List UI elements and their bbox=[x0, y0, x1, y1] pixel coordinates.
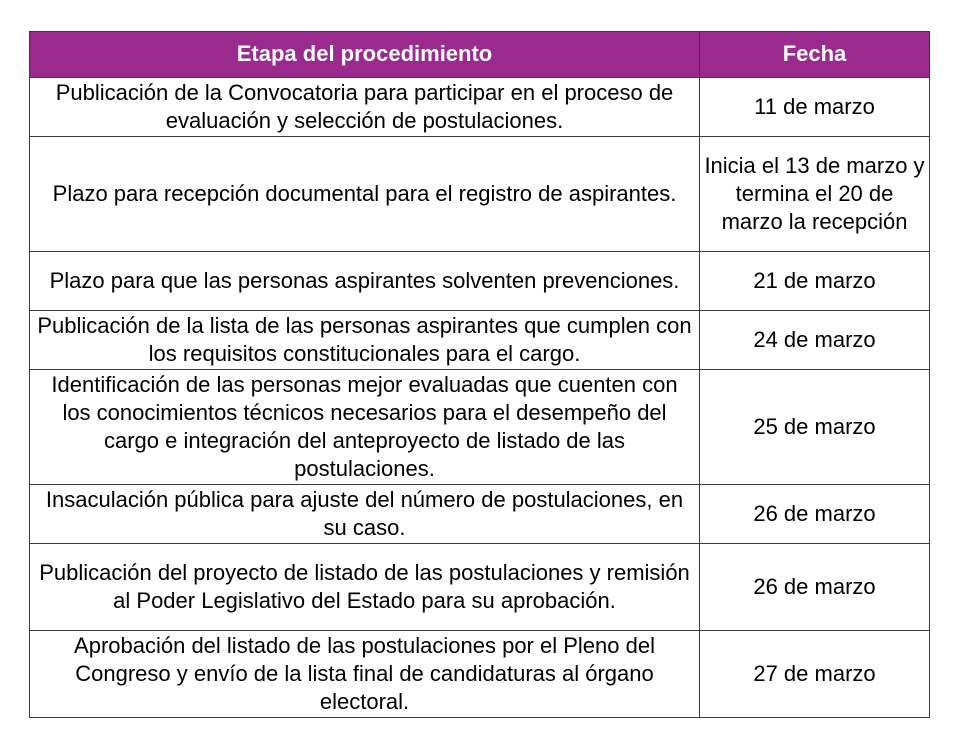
date-cell: 26 de marzo bbox=[700, 485, 930, 544]
header-stage: Etapa del procedimiento bbox=[30, 32, 700, 78]
header-date: Fecha bbox=[700, 32, 930, 78]
procedure-schedule-table-container bbox=[29, 31, 929, 718]
table-row bbox=[30, 311, 930, 370]
date-cell: 11 de marzo bbox=[700, 78, 930, 137]
stage-cell: Insaculación pública para ajuste del número de postulaciones, en su caso. bbox=[30, 485, 700, 544]
table-row bbox=[30, 78, 930, 137]
date-cell: 27 de marzo bbox=[700, 631, 930, 718]
stage-cell: Aprobación del listado de las postulaciones por el Pleno del Congreso y envío de la lista final de candidaturas al órgano electoral. bbox=[30, 631, 700, 718]
stage-cell: Plazo para que las personas aspirantes solventen prevenciones. bbox=[30, 252, 700, 311]
stage-cell: Plazo para recepción documental para el registro de aspirantes. bbox=[30, 137, 700, 252]
stage-cell: Publicación del proyecto de listado de las postulaciones y remisión al Poder Legislativo del Estado para su aprobación. bbox=[30, 544, 700, 631]
date-cell: 26 de marzo bbox=[700, 544, 930, 631]
table-row bbox=[30, 252, 930, 311]
table-row bbox=[30, 137, 930, 252]
table-row bbox=[30, 544, 930, 631]
table-header-row bbox=[30, 32, 930, 78]
procedure-schedule-table bbox=[29, 31, 930, 718]
table-row bbox=[30, 370, 930, 485]
date-cell: 24 de marzo bbox=[700, 311, 930, 370]
date-cell: 21 de marzo bbox=[700, 252, 930, 311]
stage-cell: Publicación de la Convocatoria para participar en el proceso de evaluación y selección de postulaciones. bbox=[30, 78, 700, 137]
stage-cell: Publicación de la lista de las personas aspirantes que cumplen con los requisitos constitucionales para el cargo. bbox=[30, 311, 700, 370]
table-row bbox=[30, 631, 930, 718]
table-row bbox=[30, 485, 930, 544]
date-cell: 25 de marzo bbox=[700, 370, 930, 485]
stage-cell: Identificación de las personas mejor evaluadas que cuenten con los conocimientos técnicos necesarios para el desempeño del cargo e integración del anteproyecto de listado de las postulaciones. bbox=[30, 370, 700, 485]
date-cell: Inicia el 13 de marzo y termina el 20 de marzo la recepción bbox=[700, 137, 930, 252]
